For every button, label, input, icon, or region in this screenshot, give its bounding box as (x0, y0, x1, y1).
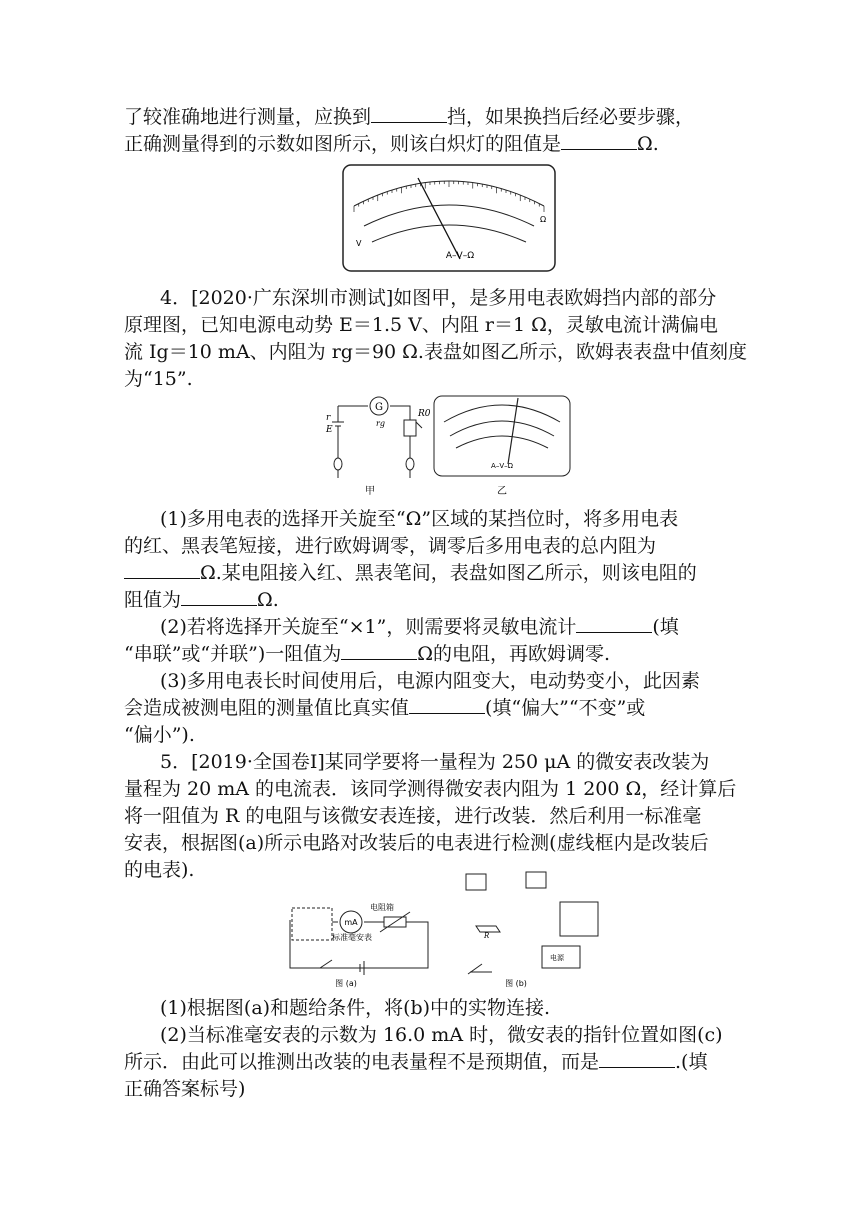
resistor-box-label: 电阻箱 (370, 903, 394, 912)
text-line (124, 285, 736, 311)
text-line (124, 506, 736, 532)
text-line: 流 Ig＝10 mA、内阻为 rg＝90 Ω.表盘如图乙所示，欧姆表表盘中值刻度 (124, 341, 747, 363)
text-line: 原理图，已知电源电动势 E＝1.5 V、内阻 r＝1 Ω，灵敏电流计满偏电 (124, 314, 718, 336)
text: 阻值为 (124, 589, 182, 611)
text: 5．[2019·全国卷Ⅰ]某同学要将一量程为 250 μA 的微安表改装为 (160, 751, 710, 773)
meter-label: A–V–Ω (445, 251, 475, 261)
text: (2)当标准毫安表的示数为 16.0 mA 时，微安表的指针位置如图(c) (160, 1024, 723, 1046)
text-line (124, 668, 736, 694)
text-line: 正确答案标号) (124, 1078, 246, 1100)
answer-blank[interactable] (124, 560, 200, 579)
caption-jia: 甲 (365, 486, 375, 497)
text-line: 的电表). (124, 859, 195, 881)
text: Ω.某电阻接入红、黑表笔间，表盘如图乙所示，则该电阻的 (200, 562, 697, 584)
text: “串联”或“并联”)一阻值为 (124, 643, 342, 665)
text-line (124, 995, 736, 1021)
text: Ω. (257, 589, 279, 611)
answer-blank[interactable] (181, 587, 257, 606)
answer-blank[interactable] (576, 614, 652, 633)
text-line: 为“15”. (124, 368, 193, 390)
meter-label: A–V–Ω (491, 462, 513, 470)
text: 挡，如果换挡后经必要步骤， (447, 106, 695, 128)
text-line (124, 614, 736, 640)
figure-4 (318, 392, 572, 498)
text: 正确测量得到的示数如图所示，则该白炽灯的阻值是 (124, 133, 562, 155)
answer-blank[interactable] (599, 1049, 675, 1068)
text-line: 将一阻值为 R 的电阻与该微安表连接，进行改装．然后利用一标准毫 (124, 805, 702, 827)
text-line: 的红、黑表笔短接，进行欧姆调零，调零后多用电表的总内阻为 (124, 535, 657, 557)
text-line: 量程为 20 mA 的电流表．该同学测得微安表内阻为 1 200 Ω，经计算后 (124, 778, 737, 800)
v-unit: V (356, 239, 362, 248)
ma-label: mA (344, 918, 358, 927)
text: (1)多用电表的选择开关旋至“Ω”区域的某挡位时，将多用电表 (160, 508, 679, 530)
rg-label: rg (376, 419, 385, 428)
battery-label: 电源 (550, 954, 564, 962)
e-label: E (326, 425, 333, 435)
caption-yi: 乙 (497, 486, 507, 497)
text: 会造成被测电阻的测量值比真实值 (124, 697, 410, 719)
figure-5 (280, 862, 610, 992)
r-label: r (326, 413, 331, 423)
answer-blank[interactable] (409, 695, 485, 714)
text-line: “偏小”). (124, 724, 195, 746)
text-line: 安表，根据图(a)所示电路对改装后的电表进行检测(虚线框内是改装后 (124, 832, 709, 854)
text: (3)多用电表长时间使用后，电源内阻变大，电动势变小，此因素 (160, 670, 700, 692)
text-line (124, 641, 736, 667)
text-line (124, 695, 736, 721)
text: 所示．由此可以推测出改装的电表量程不是预期值，而是 (124, 1051, 600, 1073)
answer-blank[interactable] (561, 131, 637, 150)
ma-meter-label: 标准毫安表 (332, 933, 372, 942)
meter-dial-figure (342, 164, 556, 272)
text-line (124, 104, 736, 130)
text: (填“偏大”“不变”或 (485, 697, 646, 719)
text: Ω的电阻，再欧姆调零. (417, 643, 611, 665)
answer-blank[interactable] (371, 104, 447, 123)
text: 4．[2020·广东深圳市测试]如图甲，是多用电表欧姆挡内部的部分 (160, 287, 717, 309)
text: 了较准确地进行测量，应换到 (124, 106, 372, 128)
answer-blank[interactable] (341, 641, 417, 660)
text-line (124, 587, 736, 613)
text: (填 (652, 616, 679, 638)
r-label: R (484, 932, 490, 940)
ohm-unit: Ω (540, 215, 547, 224)
text-line (124, 1049, 736, 1075)
text-line (124, 131, 736, 157)
text: (2)若将选择开关旋至“×1”，则需要将灵敏电流计 (160, 616, 577, 638)
text-line (124, 1022, 736, 1048)
text: (1)根据图(a)和题给条件，将(b)中的实物连接. (160, 997, 551, 1019)
caption-b: 图 (b) (505, 979, 527, 988)
text: Ω. (637, 133, 659, 155)
text-line (124, 560, 736, 586)
galvanometer-label: G (375, 402, 383, 413)
text-line (124, 749, 736, 775)
r0-label: R0 (418, 409, 431, 419)
caption-a: 图 (a) (335, 979, 357, 988)
text: .(填 (675, 1051, 708, 1073)
